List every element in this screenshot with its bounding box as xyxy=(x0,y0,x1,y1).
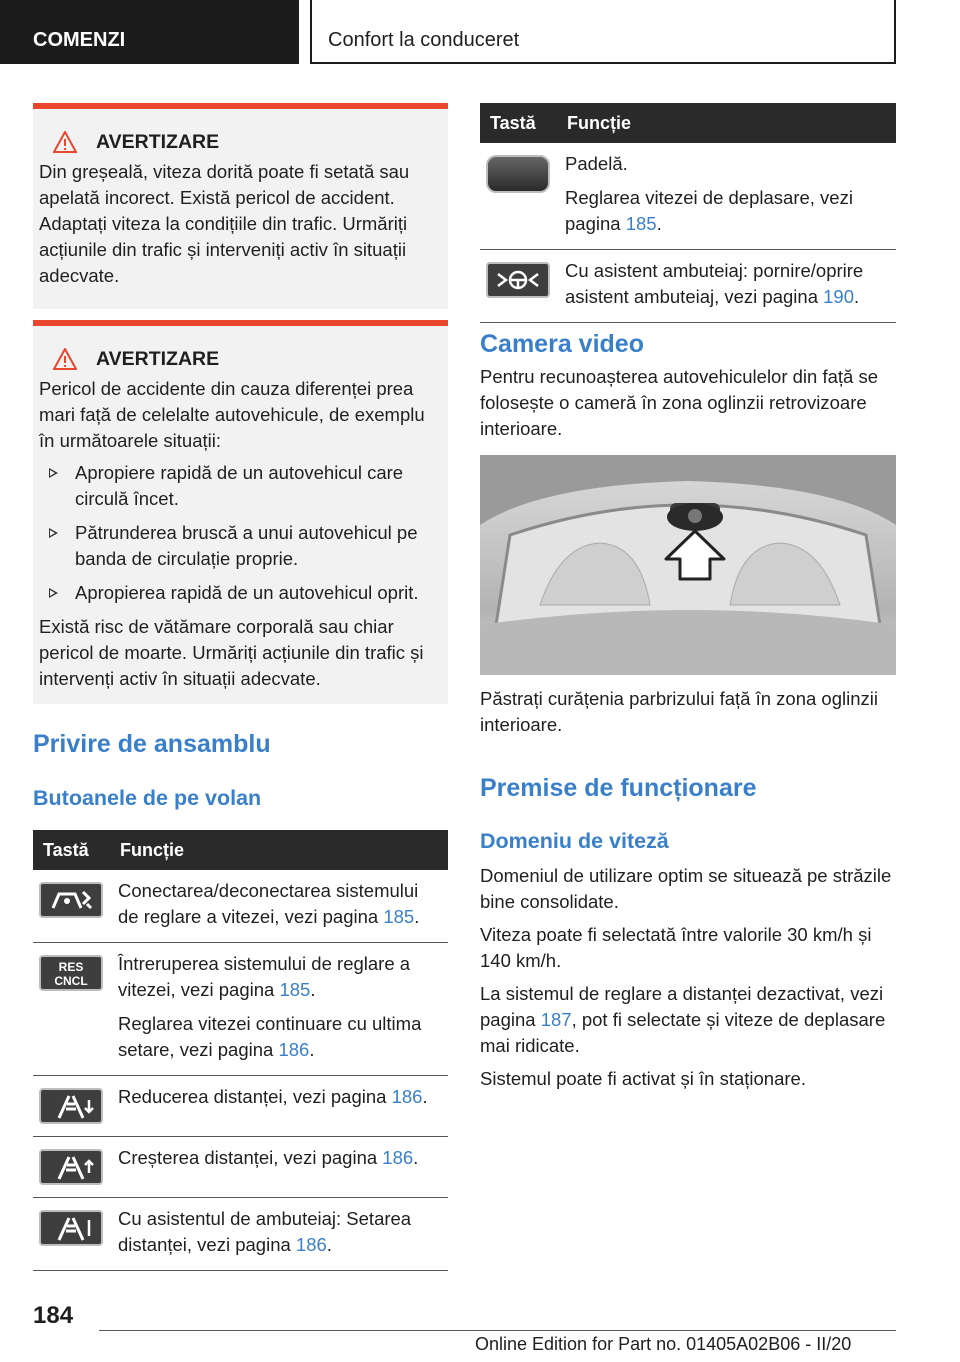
premise-text-end: , pot fi selectate și viteze de deplasare mai ridicate. xyxy=(480,1009,886,1056)
list-item xyxy=(39,580,440,606)
col-function: Funcție xyxy=(110,830,448,870)
row-text: Întreruperea sistemului de reglare a vitezei, vezi pagina xyxy=(118,953,411,1000)
page-link[interactable]: 185 xyxy=(279,979,311,1000)
table-row xyxy=(33,943,448,1076)
row-text-end: . xyxy=(326,1234,332,1255)
col-function: Funcție xyxy=(557,103,896,143)
row-text-2: Reglarea vitezei continuare cu ultima setare, vezi pagina xyxy=(118,1013,422,1060)
warning-box-2 xyxy=(33,320,448,704)
row-text-2: Reglarea vitezei de deplasare, vezi pagina xyxy=(565,187,853,234)
row-text: Reducerea distanței, vezi pagina xyxy=(118,1086,392,1107)
function-cell xyxy=(110,1076,448,1137)
section-title: COMENZI xyxy=(33,29,126,51)
key-cell xyxy=(33,870,110,943)
overview-subheading: Butoanele de pe volan xyxy=(33,786,262,810)
row-text-end: . xyxy=(413,1147,419,1168)
table-row xyxy=(33,1198,448,1271)
windshield-illustration xyxy=(480,455,896,675)
function-cell xyxy=(110,1137,448,1198)
page-link[interactable]: 186 xyxy=(295,1234,327,1255)
premise-subheading: Domeniu de viteză xyxy=(480,829,669,853)
list-item-text: Apropierea rapidă de un autovehicul oprit. xyxy=(75,582,419,603)
page-link[interactable]: 186 xyxy=(391,1086,423,1107)
row-text-end: . xyxy=(309,1039,315,1060)
row-text-end: . xyxy=(854,286,860,307)
page-link[interactable]: 185 xyxy=(383,906,415,927)
table-row xyxy=(33,1137,448,1198)
premise-paragraph: Domeniul de utilizare optim se situează pe străzile bine consolidate. xyxy=(480,865,892,912)
warning-list xyxy=(39,460,440,606)
row-text-end: . xyxy=(422,1086,428,1107)
premise-text xyxy=(480,863,896,1092)
key-cell xyxy=(480,143,557,250)
bullet-icon xyxy=(49,588,58,598)
rocker-icon xyxy=(486,155,550,193)
list-item xyxy=(39,460,440,512)
col-key: Tastă xyxy=(33,830,110,870)
list-item-text: Pătrunderea bruscă a unui autovehicul pe banda de circulație proprie. xyxy=(75,522,418,569)
camera-heading: Camera video xyxy=(480,330,644,358)
warning-title xyxy=(39,346,440,372)
chapter-tab xyxy=(310,0,896,64)
warning-text: Din greșeală, viteza dorită poate fi setată sau apelată incorect. Există pericol de accident. Adaptați viteza la condițiile din trafic. Urmăriți acțiunile din trafic și interveniți activ în situații adecvate. xyxy=(39,161,410,286)
function-cell xyxy=(110,943,448,1076)
camera-text xyxy=(480,364,896,442)
premise-paragraph: Sistemul poate fi activat și în staționare. xyxy=(480,1068,806,1089)
chapter-title: Confort la conduceret xyxy=(328,29,520,51)
premise-paragraph xyxy=(480,981,896,1059)
row-text: Conectarea/deconectarea sistemului de reglare a vitezei, vezi pagina xyxy=(118,880,419,927)
row-text: Creșterea distanței, vezi pagina xyxy=(118,1147,383,1168)
row-text-end: . xyxy=(656,213,662,234)
bullet-icon xyxy=(49,468,58,478)
warning-box-1 xyxy=(33,103,448,309)
distance-setting-icon xyxy=(39,1210,103,1246)
premise-heading: Premise de funcționare xyxy=(480,774,757,802)
row-text: Cu asistent ambuteiaj: pornire/oprire asistent ambuteiaj, vezi pagina xyxy=(565,260,864,307)
table-row xyxy=(33,870,448,943)
section-tab xyxy=(0,0,299,64)
page-link[interactable]: 190 xyxy=(823,286,854,307)
traffic-jam-assist-icon xyxy=(486,262,550,298)
rocker-buttons-table xyxy=(480,103,896,323)
page-link[interactable]: 186 xyxy=(278,1039,310,1060)
cruise-control-icon xyxy=(39,882,103,918)
page-number: 184 xyxy=(33,1302,74,1329)
camera-photo xyxy=(480,455,896,675)
list-item-text: Apropiere rapidă de un autovehicul care circulă încet. xyxy=(75,462,404,509)
premise-paragraph: Viteza poate fi selectată între valorile 30 km/h și 140 km/h. xyxy=(480,924,872,971)
row-text: Padelă. xyxy=(565,153,628,174)
function-cell xyxy=(557,143,896,250)
caption-paragraph: Păstrați curățenia parbrizului față în zona oglinzii interioare. xyxy=(480,688,878,735)
function-cell xyxy=(110,1198,448,1271)
icon-label-top: RES xyxy=(58,960,84,974)
function-cell xyxy=(110,870,448,943)
table-row xyxy=(33,1076,448,1137)
row-text-end: . xyxy=(414,906,420,927)
warning-title xyxy=(39,129,440,155)
key-cell xyxy=(33,943,110,1076)
row-text-end: . xyxy=(310,979,316,1000)
page-link[interactable]: 187 xyxy=(540,1009,572,1030)
key-cell xyxy=(33,1198,110,1271)
page-link[interactable]: 186 xyxy=(382,1147,414,1168)
res-cncl-icon xyxy=(39,955,103,991)
warning-intro: Pericol de accidente din cauza diferenței prea mari față de celelalte autovehicule, de exemplu în următoarele situații: xyxy=(39,378,425,451)
edition-text: Online Edition for Part no. 01405A02B06 - II/20 xyxy=(475,1334,852,1354)
distance-decrease-icon xyxy=(39,1088,103,1124)
table-header xyxy=(480,103,896,143)
key-cell xyxy=(33,1137,110,1198)
camera-paragraph: Pentru recunoașterea autovehiculelor din față se folosește o cameră în zona oglinzii retrovizoare interioare. xyxy=(480,366,879,439)
camera-caption xyxy=(480,686,896,738)
page-link[interactable]: 185 xyxy=(625,213,657,234)
steering-buttons-table xyxy=(33,830,448,1271)
warning-icon xyxy=(53,131,77,153)
key-cell xyxy=(33,1076,110,1137)
col-key: Tastă xyxy=(480,103,557,143)
bullet-icon xyxy=(49,528,58,538)
table-row xyxy=(480,143,896,250)
warning-title-text: AVERTIZARE xyxy=(96,131,220,153)
distance-increase-icon xyxy=(39,1149,103,1185)
icon-label-bottom: CNCL xyxy=(54,974,88,988)
table-row xyxy=(480,250,896,323)
key-cell xyxy=(480,250,557,323)
overview-heading: Privire de ansamblu xyxy=(33,730,271,758)
list-item xyxy=(39,520,440,572)
footer-divider xyxy=(99,1330,896,1331)
warning-icon xyxy=(53,348,77,370)
function-cell xyxy=(557,250,896,323)
row-text: Cu asistentul de ambuteiaj: Setarea distanței, vezi pagina xyxy=(118,1208,412,1255)
warning-outro: Există risc de vătămare corporală sau chiar pericol de moarte. Urmăriți acțiunile din trafic și intervenți activ în situații adecvate. xyxy=(39,616,424,689)
warning-title-text: AVERTIZARE xyxy=(96,348,220,370)
table-header xyxy=(33,830,448,870)
premise-text-start: La sistemul de reglare a distanței dezactivat, vezi pagina xyxy=(480,983,884,1030)
